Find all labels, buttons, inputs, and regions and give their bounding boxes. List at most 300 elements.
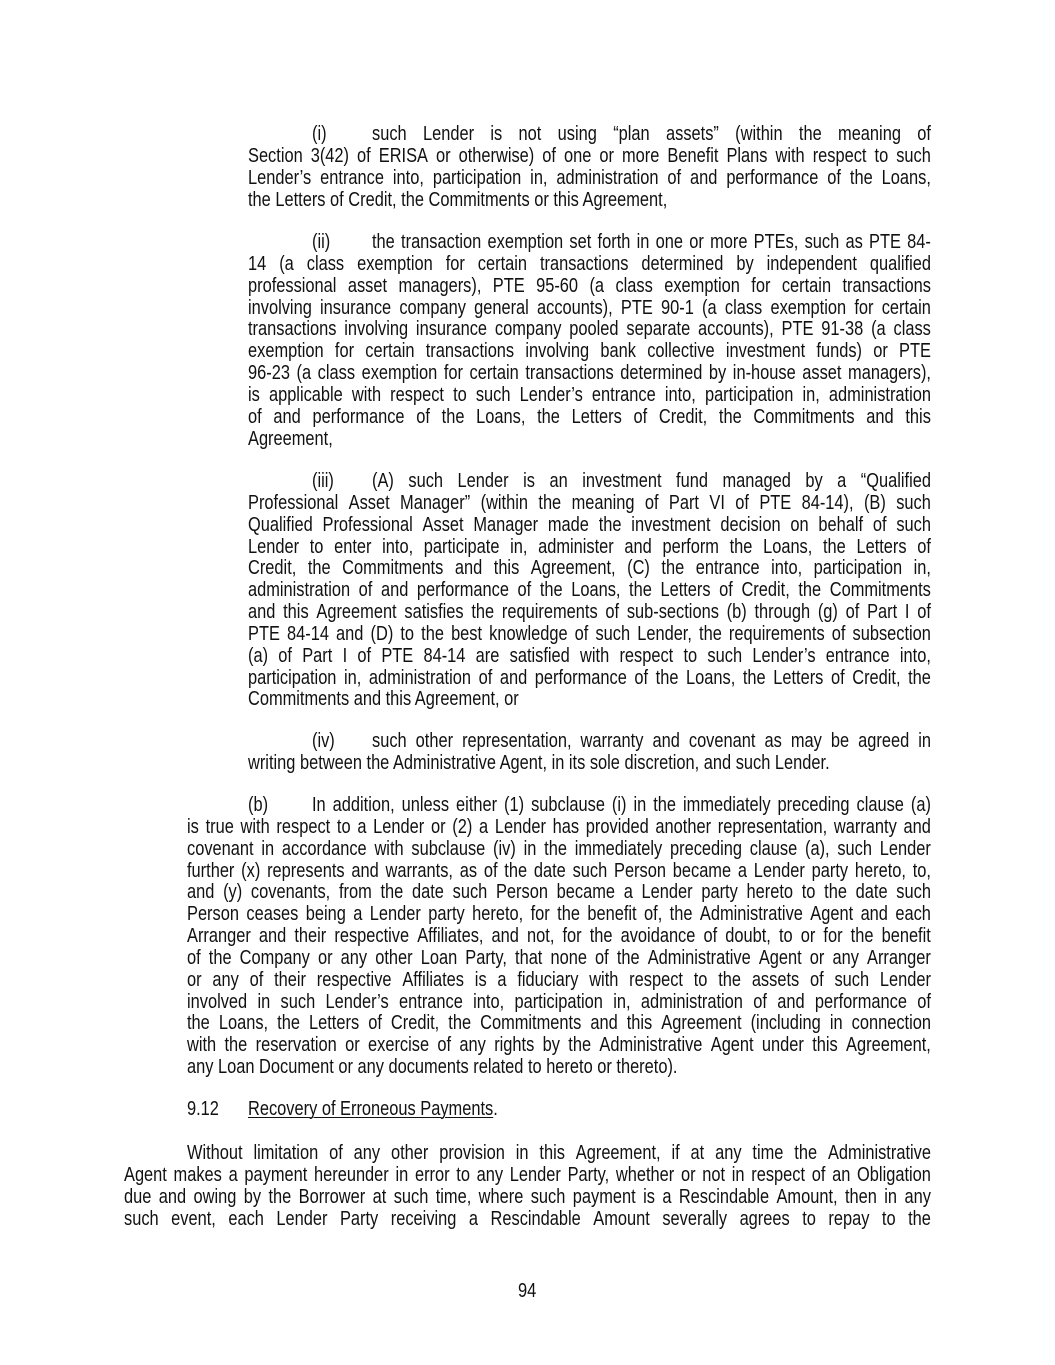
word: Loans, (571, 579, 621, 602)
word: Lender (753, 859, 805, 882)
word: by (736, 252, 754, 275)
word: investment (725, 340, 806, 363)
word: respective (316, 968, 392, 991)
clause-iii-line-5 (248, 558, 931, 580)
word: Amount (593, 1207, 650, 1230)
clause-iv-line-2: writing between the Administrative Agent, in its sole discretion, and such Lender. (248, 751, 830, 774)
word: respect (390, 383, 444, 406)
word: the (653, 794, 677, 816)
word: (a (702, 296, 717, 319)
word: agreed (858, 730, 910, 752)
word: any (715, 1142, 742, 1164)
word: investment (631, 513, 711, 536)
word: a (468, 1207, 479, 1230)
word: the (699, 622, 722, 645)
word: Affiliates, (417, 925, 484, 948)
word: party (701, 881, 738, 904)
word: participate (423, 535, 500, 558)
word: meaning (571, 491, 635, 514)
word: Administrative (647, 946, 751, 969)
word: exemption (770, 296, 847, 319)
clause-b-line-7 (187, 926, 931, 948)
word: 84-14 (287, 622, 329, 645)
word: not (518, 123, 542, 145)
word: involving (248, 296, 312, 319)
word: the (537, 405, 560, 428)
word: (C) (627, 557, 650, 580)
clause-iii (248, 471, 931, 711)
clause-b-first-line (187, 795, 931, 817)
word: asset (347, 274, 388, 297)
clause-b-line-1 (312, 795, 931, 817)
word: in (636, 231, 650, 253)
word: the (307, 557, 331, 580)
word: requirements (728, 622, 825, 645)
word: each (228, 1207, 264, 1230)
word: 14 (248, 252, 267, 275)
word: the (441, 405, 465, 428)
word: their (294, 925, 327, 948)
word: this (493, 557, 520, 580)
word: and (187, 881, 215, 904)
word: Credit, (741, 579, 790, 602)
word: each (895, 903, 931, 926)
word: sub-sections (626, 601, 719, 624)
word: subclause (531, 794, 605, 816)
word: company (494, 318, 562, 341)
word: the (850, 925, 874, 948)
word: such (408, 470, 444, 492)
final-paragraph-line-1 (187, 1143, 931, 1165)
word: a (479, 815, 489, 838)
word: administration (248, 579, 351, 602)
word: PTE (620, 296, 653, 319)
word: of (811, 1163, 826, 1186)
word: hereunder (313, 1163, 389, 1186)
word: transactions (425, 340, 515, 363)
word: and (454, 557, 483, 580)
word: (within (480, 491, 529, 514)
word: and (860, 903, 888, 926)
word: of (735, 491, 749, 514)
word: agrees (739, 1207, 790, 1230)
word: Lender (276, 1207, 328, 1230)
word: in (257, 990, 271, 1013)
word: into, (899, 644, 931, 667)
word: any (353, 1142, 381, 1164)
word: performance (312, 405, 405, 428)
clause-iii-line-2 (248, 493, 931, 515)
word: repay (828, 1207, 870, 1230)
word: of (634, 666, 649, 689)
word: asset (802, 362, 842, 385)
clause-i (248, 124, 931, 211)
word: (iv) (493, 837, 516, 860)
word: of (633, 405, 648, 428)
word: of (917, 123, 931, 145)
word: the (187, 1012, 210, 1035)
word: and (624, 535, 652, 558)
word: not (702, 1163, 726, 1186)
word: a (497, 968, 507, 991)
word: (g) (817, 601, 838, 624)
word: for (334, 340, 355, 363)
word: made (547, 513, 589, 536)
clause-iii-line-3 (248, 515, 931, 537)
word: of (542, 144, 556, 167)
word: of (917, 601, 931, 624)
word: Arranger (187, 925, 251, 948)
word: hereto, (854, 859, 906, 882)
word: the (589, 925, 613, 948)
word: administer (538, 535, 614, 558)
word: a (737, 859, 747, 882)
word: the (742, 666, 766, 689)
word: Letters (309, 1012, 360, 1035)
word: funds) (816, 340, 863, 363)
word: Letters (856, 535, 907, 558)
word: class (893, 318, 931, 341)
word: Loans, (686, 666, 736, 689)
word: (a (279, 252, 294, 275)
clause-b (187, 795, 931, 1079)
word: certain (781, 274, 832, 297)
word: covenants, (250, 881, 331, 904)
word: such (475, 383, 511, 406)
word: further (187, 859, 235, 882)
word: of (831, 622, 846, 645)
word: in, (802, 383, 820, 406)
word: covenant (187, 837, 254, 860)
word: and (690, 166, 718, 189)
clause-ii-line-9 (248, 407, 931, 429)
word: such (124, 1207, 159, 1230)
word: from (338, 881, 372, 904)
word: Administrative (599, 1034, 703, 1057)
clause-ii-line-10: Agreement, (248, 427, 333, 450)
word: decision (720, 513, 781, 536)
word: this (283, 601, 309, 624)
word: any (212, 968, 239, 991)
word: reservation (255, 1034, 337, 1057)
word: this (539, 1142, 565, 1164)
word: otherwise) (458, 144, 535, 167)
word: 91-38 (821, 318, 864, 341)
word: PTE (869, 231, 901, 253)
clause-b-line-6 (187, 904, 931, 926)
section-number: 9.12 (187, 1098, 219, 1120)
word: preceding (669, 837, 743, 860)
word: (2) (452, 815, 473, 838)
word: and (158, 1185, 187, 1208)
clause-ii (248, 232, 931, 450)
word: Party, (465, 946, 507, 969)
word: Qualified (248, 513, 313, 536)
clause-b-line-8 (187, 948, 931, 970)
word: of (517, 579, 532, 602)
word: Administrative (699, 903, 803, 926)
word: benefit (881, 925, 931, 948)
word: pooled (569, 318, 619, 341)
word: or (435, 144, 451, 167)
clause-iii-line-6 (248, 580, 931, 602)
word: in, (613, 990, 631, 1013)
word: of, (644, 903, 663, 926)
word: (b) (726, 601, 747, 624)
word: Manager (473, 513, 539, 536)
word: Company (239, 946, 310, 969)
word: 3(42) (310, 144, 350, 167)
word: involving (344, 318, 409, 341)
word: a (623, 881, 633, 904)
word: ERISA (378, 144, 428, 167)
word: rights (494, 1034, 535, 1057)
clause-iv-label: (iv) (312, 730, 335, 752)
word: requirements (501, 601, 598, 624)
word: of (830, 666, 845, 689)
word: Professional (248, 491, 339, 514)
word: of (703, 925, 718, 948)
word: with (187, 1034, 217, 1057)
word: class (724, 296, 763, 319)
word: on (790, 513, 809, 536)
word: an (549, 470, 568, 492)
word: for (530, 903, 550, 926)
word: the (908, 1207, 931, 1230)
word: of (845, 601, 860, 624)
word: the (669, 903, 693, 926)
word: in-house (732, 362, 796, 385)
word: general (474, 296, 529, 319)
word: receiving (390, 1207, 457, 1230)
word: such (595, 622, 631, 645)
word: “Qualified (860, 470, 931, 492)
word: the (798, 579, 822, 602)
word: PTE (899, 340, 931, 363)
word: the (908, 666, 931, 689)
word: severally (662, 1207, 728, 1230)
word: to, (912, 859, 931, 882)
word: accounts), (698, 318, 774, 341)
word: connection (851, 1012, 931, 1035)
word: date (411, 881, 444, 904)
word: or (689, 231, 704, 253)
word: Administrative (827, 1142, 931, 1164)
word: and (380, 579, 409, 602)
word: a (837, 470, 847, 492)
word: fiduciary (517, 968, 579, 991)
word: company (399, 296, 466, 319)
word: the (277, 1012, 300, 1035)
word: determined (620, 362, 703, 385)
word: Credit, (852, 666, 901, 689)
word: certain (881, 296, 931, 319)
word: of (357, 144, 371, 167)
word: the (208, 946, 232, 969)
word: exemption (664, 274, 740, 297)
word: or (430, 815, 446, 838)
word: warranty (833, 815, 897, 838)
word: of (574, 622, 589, 645)
word: investment (582, 470, 662, 492)
word: In (312, 794, 326, 816)
word: another (655, 815, 712, 838)
word: doubt, (725, 925, 771, 948)
clause-b-line-12 (187, 1035, 931, 1057)
word: entrance (591, 383, 656, 406)
word: Lender’s (248, 166, 312, 189)
word: such (896, 491, 931, 514)
word: other (415, 730, 454, 752)
word: error (414, 1163, 450, 1186)
word: into, (664, 383, 696, 406)
word: by (708, 362, 727, 385)
word: to (336, 815, 351, 838)
word: is (248, 383, 260, 406)
word: or (680, 1163, 696, 1186)
word: ceases (246, 903, 299, 926)
word: may (790, 730, 822, 752)
word: to (693, 968, 708, 991)
word: payment (572, 1185, 636, 1208)
word: Lender (879, 968, 931, 991)
word: administration (368, 666, 472, 689)
word: the (798, 123, 822, 145)
word: any (904, 1185, 931, 1208)
word: Agent (810, 903, 854, 926)
word: provision (439, 1142, 505, 1164)
word: Arranger (867, 946, 931, 969)
word: true (205, 815, 234, 838)
word: into, (473, 990, 505, 1013)
word: in (395, 1163, 409, 1186)
word: into, (392, 166, 424, 189)
word: is (643, 1185, 655, 1208)
section-title-period: . (493, 1098, 498, 1120)
word: respect (619, 644, 674, 667)
word: 96-23 (248, 362, 290, 385)
word: a (353, 903, 363, 926)
word: to (400, 622, 415, 645)
clause-b-line-2 (187, 817, 931, 839)
clause-i-first-line (248, 124, 931, 146)
word: unless (401, 794, 450, 816)
word: event, (171, 1207, 216, 1230)
word: is (523, 470, 535, 492)
word: to (456, 1163, 470, 1186)
word: 90-1 (661, 296, 694, 319)
word: party (811, 859, 849, 882)
word: the (380, 881, 404, 904)
word: is (474, 968, 487, 991)
word: and (590, 1012, 618, 1035)
word: Agent (758, 946, 802, 969)
clause-ii-line-8 (248, 385, 931, 407)
word: participation (514, 990, 603, 1013)
word: satisfied (509, 644, 570, 667)
word: the (421, 622, 444, 645)
word: the (655, 666, 679, 689)
clause-iii-line-7 (248, 602, 931, 624)
word: the (822, 535, 846, 558)
word: with (589, 968, 619, 991)
word: managers), (398, 274, 482, 297)
word: of (368, 1012, 382, 1035)
word: insurance (415, 318, 488, 341)
word: such (896, 881, 931, 904)
word: under (761, 1034, 804, 1057)
word: subclause (411, 837, 486, 860)
clause-iii-first-line (248, 471, 931, 493)
clause-b-line-4 (187, 861, 931, 883)
word: (a (589, 274, 605, 297)
word: certain (469, 362, 519, 385)
word: involving (525, 340, 590, 363)
word: (within (735, 123, 783, 145)
word: became (556, 881, 616, 904)
word: exemption (361, 362, 438, 385)
word: through (754, 601, 811, 624)
word: such (896, 513, 931, 536)
word: any (459, 1034, 486, 1057)
word: meaning (838, 123, 901, 145)
word: Lender’s (325, 990, 389, 1013)
word: other (375, 946, 413, 969)
word: into, (771, 557, 803, 580)
word: PTE (759, 491, 792, 514)
word: Party (339, 1207, 379, 1230)
word: entrance (825, 644, 890, 667)
clause-ii-first-line (248, 232, 931, 254)
word: to (453, 383, 467, 406)
word: (a (871, 318, 886, 341)
clause-b-line-10 (187, 992, 931, 1014)
word: the (224, 1034, 248, 1057)
word: or (800, 925, 816, 948)
word: class (306, 252, 345, 275)
word: using (557, 123, 597, 145)
word: clause (749, 837, 798, 860)
word: of (605, 601, 620, 624)
word: collective (647, 340, 715, 363)
word: one (563, 144, 592, 167)
word: administration (556, 166, 659, 189)
word: performance (814, 990, 907, 1013)
word: accounts), (537, 296, 613, 319)
word: and (499, 666, 528, 689)
word: Agreement, (530, 557, 616, 580)
word: of (644, 491, 659, 514)
word: Lender (509, 1163, 561, 1186)
word: separate (626, 318, 691, 341)
word: or (187, 968, 202, 991)
word: such (804, 231, 840, 253)
word: the (718, 405, 742, 428)
word: participation (432, 166, 522, 189)
word: PTE (248, 622, 280, 645)
word: exemption (357, 252, 433, 275)
clause-iii-line-8 (248, 624, 931, 646)
final-paragraph-line-3 (124, 1187, 931, 1209)
word: Commitments (480, 1012, 582, 1035)
word: assets (751, 968, 800, 991)
word: subsection (852, 622, 931, 645)
word: Person (495, 881, 548, 904)
word: Agreement (661, 1012, 742, 1035)
word: benefit (587, 903, 637, 926)
word: such (530, 1185, 566, 1208)
word: exemption (487, 231, 564, 253)
